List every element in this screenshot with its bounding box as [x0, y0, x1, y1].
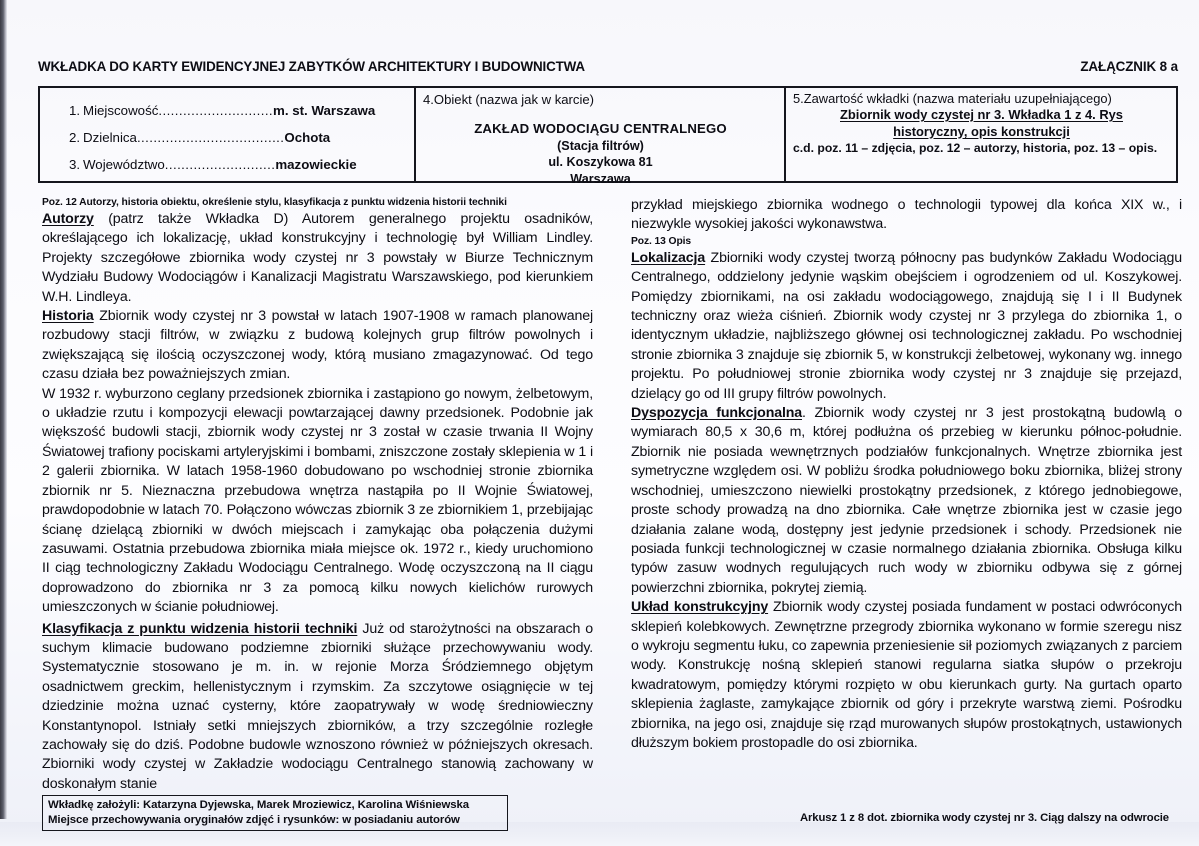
- history-paragraph: [42, 307, 593, 385]
- authors-term: Autorzy: [42, 211, 94, 227]
- disposition-paragraph: [631, 404, 1182, 598]
- location-list: [47, 91, 408, 178]
- history-text: Zbiornik wody czystej nr 3 powstał w latach 1907-1908 w ramach planowanej rozbudowy stacji filtrów, w związku z budową kolejnych grup filtrów powolnych i zwiększającą się ilością oczyszczonej wody, którą musiano zmagazynować. Od tego czasu działa bez poważniejszych zmian.: [42, 308, 593, 383]
- content-cell-heading: 5.Zawartość wkładki (nazwa materiału uzupełniającego): [793, 91, 1112, 106]
- location-dots: ...........................: [164, 157, 276, 172]
- location-label: Miejscowość: [83, 103, 159, 118]
- content-note: c.d. poz. 11 – zdjęcia, poz. 12 – autorzy, historia, poz. 13 – opis.: [793, 141, 1158, 155]
- authors-paragraph: [42, 210, 593, 307]
- object-cell: [416, 88, 786, 186]
- body-columns: [42, 196, 1182, 802]
- localization-text: Zbiorniki wody czystej tworzą północny pas budynków Zakładu Wodociągu Centralnego, oddzielony jedynie wąskim obejściem i ogrodzeniem od ul. Koszykowej. Pomiędzy zbiornikami, na osi zakładu wodociągowego, znajdują się I i II Budynek techniczny oraz wieża ciśnień. Zbiornik wody czystej nr 3 przylega do zbiornika 1, o identycznym układzie, najbliższego głównej osi technologicznej zakładu. Po wschodniej stronie zbiornika 3 znajduje się zbiornik 5, w konstrukcji żelbetowej, wykonany wg. innego projektu. Po południowej stronie zbiornika wody czystej nr 3 znajduje się przejazd, dzielący go od III grupy filtrów powolnych.: [631, 249, 1182, 402]
- object-city: Warszawa: [570, 171, 631, 186]
- header-table: [38, 86, 1178, 186]
- location-dots: ............................: [158, 103, 274, 118]
- construction-paragraph: [631, 598, 1182, 753]
- annex-label: ZAŁĄCZNIK 8 a: [1080, 59, 1178, 74]
- footer-authors-box: [42, 795, 508, 831]
- object-subtitle: (Stacja filtrów): [557, 138, 644, 153]
- classification-text: Już od starożytności na obszarach o suchym klimacie budowano podziemne zbiorniki służące przechowywaniu wody. Systematycznie stosowano je m. in. w rejonie Morza Śródziemnego objętym osadnictwem greckim, hellenistycznym i rzymskim. Za szczytowe osiągnięcie w tej dziedzinie można uznać cysterny, które zaopatrywały w wodę średniowieczny Konstantynopol. Istniały setki mniejszych zbiorników, a trzy szczególnie rozległe zachowały się do dziś. Podobne budowle wznoszono również w późniejszych okresach. Zbiorniki wody czystej w Zakładzie wodociągu Centralnego stanowią zachowany w doskonałym stanie: [42, 620, 594, 792]
- location-row-3: [47, 151, 408, 178]
- content-title-line-1: Zbiornik wody czystej nr 3. Wkładka 1 z 4. Rys: [840, 107, 1123, 122]
- location-dots: ....................................: [136, 130, 285, 145]
- poz-13-label: Poz. 13 Opis: [631, 235, 692, 247]
- continuation-paragraph: przykład miejskiego zbiornika wodnego o technologii typowej dla końca XIX w., i niezwykle wysokiej jakości wykonawstwa.: [631, 197, 1182, 233]
- footer-storage-line: Miejsce przechowywania oryginałów zdjęć i rysunków: w posiadaniu autorów: [48, 813, 460, 826]
- location-row-1: [47, 97, 408, 124]
- location-cell: [40, 88, 416, 181]
- object-cell-body: [423, 121, 778, 187]
- left-column: [42, 196, 593, 802]
- disposition-term: Dyspozycja funkcjonalna: [631, 405, 802, 422]
- disposition-text: . Zbiornik wody czystej nr 3 jest prostokątną budowlą o wymiarach 80,5 x 30,6 m, której podłużna oś przebieg w kierunku północ-południe. Zbiornik nie posiada wewnętrznych podziałów funkcjonalnych. Wnętrze zbiornika jest symetryczne względem osi. W pobliżu środka południowego boku zbiornika, bliżej strony wschodniej, umieszczono niewielki prostokątny przedsionek, z którego jednobiegowe, proste schody prowadzą na dno zbiornika. Całe wnętrze zbiornika jest w czasie jego działania zalane wodą, dostępny jest jedynie przedsionek i schody. Przedsionek nie posiada funkcji technologicznej w czasie normalnego działania zbiornika. Obsługa kilku typów zasuw wodnych regulujących ruch wody w zbiorniku odbywa się z górnej powierzchni zbiornika, pokrytej ziemią.: [631, 405, 1182, 596]
- location-value: m. st. Warszawa: [273, 103, 376, 118]
- document-header-row: [38, 59, 1178, 74]
- classification-term: Klasyfikacja z punktu widzenia historii techniki: [42, 620, 358, 637]
- footer-sheet-info: Arkusz 1 z 8 dot. zbiornika wody czystej nr 3. Ciąg dalszy na odwrocie: [799, 812, 1169, 824]
- location-label: Dzielnica: [83, 130, 137, 145]
- history-paragraph-2: W 1932 r. wyburzono ceglany przedsionek zbiornika i zastąpiono go nowym, żelbetowym, o układzie rzutu i kompozycji elewacji powtarzającej dawny przedsionek. Podobnie jak większość budowli stacji, zbiornik wody czystej nr 3 został w czasie trwania II Wojny Światowej trafiony pociskami artyleryjskimi i bombami, zniszczone zostały sklepienia w 1 i 2 galerii zbiornika. W latach 1958-1960 dobudowano po wschodniej stronie zbiornika zbiornik nr 5. Nieznaczna przebudowa wnętrza nastąpiła po II Wojnie Światowej, prawdopodobnie w latach 70. Połączono wówczas zbiornik 3 ze zbiornikiem 1, przebijając ścianę dzielącą zbiorniki w dwóch miejscach i zamykając oba połączenia dużymi zasuwami. Ostatnia przebudowa zbiornika miała miejsce ok. 1972 r., kiedy uruchomiono II ciąg technologiczny Zakładu Wodociągu Centralnego. Wodę oczyszczoną na II ciągu doprowadzono do zbiornika nr 3 za pomocą kilku nowych kielichów rurowych umieszczonych w ścianie południowej.: [42, 385, 593, 616]
- location-label: Województwo: [83, 157, 165, 172]
- footer-authors-line: Wkładkę założyli: Katarzyna Dyjewska, Marek Mroziewicz, Karolina Wiśniewska: [48, 799, 469, 811]
- location-value: mazowieckie: [275, 157, 357, 172]
- object-name: ZAKŁAD WODOCIĄGU CENTRALNEGO: [474, 121, 727, 136]
- content-title-line-2: historyczny, opis konstrukcji: [893, 123, 1070, 139]
- location-value: Ochota: [284, 130, 331, 145]
- location-row-2: [47, 124, 408, 151]
- construction-text: Zbiornik wody czystej posiada fundament w postaci odwróconych sklepień kolebkowych. Zewnętrzne przegrody zbiornika wykonano w formie szeregu nisz o wykroju segmentu łuku, co zapewnia przeniesienie sił poziomych związanych z parciem wody. Konstrukcję nośną sklepień stanowi regularna siatka słupów o przekroju kwadratowym, pomiędzy którymi rozpięto w obu kierunkach gurty. Na gurtach oparto sklepienia żaglaste, zamykające zbiornik od góry i przekryte warstwą ziemi. Pośrodku zbiornika, na jego osi, znajduje się rząd murowanych słupów prostokątnych, ustawionych dłuższym bokiem prostopadle do osi zbiornika.: [631, 599, 1182, 751]
- right-column: [631, 196, 1182, 802]
- document-paper: [8, 0, 1191, 826]
- object-street: ul. Koszykowa 81: [548, 155, 653, 169]
- poz-12-label: Poz. 12 Autorzy, historia obiektu, określenie stylu, klasyfikacja z punktu widzenia historii techniki: [42, 197, 507, 208]
- construction-term: Układ konstrukcyjny: [631, 599, 769, 616]
- classification-paragraph: [42, 620, 593, 795]
- content-cell: [786, 88, 1176, 181]
- localization-term: Lokalizacja: [631, 249, 706, 266]
- location-number: 1.: [69, 103, 81, 118]
- object-cell-heading: 4.Obiekt (nazwa jak w karcie): [423, 92, 595, 107]
- localization-paragraph: [631, 249, 1182, 404]
- authors-text: (patrz także Wkładka D) Autorem generalnego projektu osadników, określającego ich lokalizację, układ konstrukcyjny i technologię był William Lindley. Projekty szczegółowe zbiornika wody czystej nr 3 powstały w Biurze Technicznym Wydziału Budowy Wodociągów i Kanalizacji Magistratu Warszawskiego, pod kierunkiem W.H. Lindleya.: [42, 211, 593, 305]
- document-title: WKŁADKA DO KARTY EWIDENCYJNEJ ZABYTKÓW ARCHITEKTURY I BUDOWNICTWA: [38, 59, 585, 74]
- location-number: 3.: [69, 157, 81, 172]
- scan-edge-artifact: [0, 0, 7, 819]
- location-number: 2.: [69, 130, 81, 145]
- history-term: Historia: [42, 308, 94, 325]
